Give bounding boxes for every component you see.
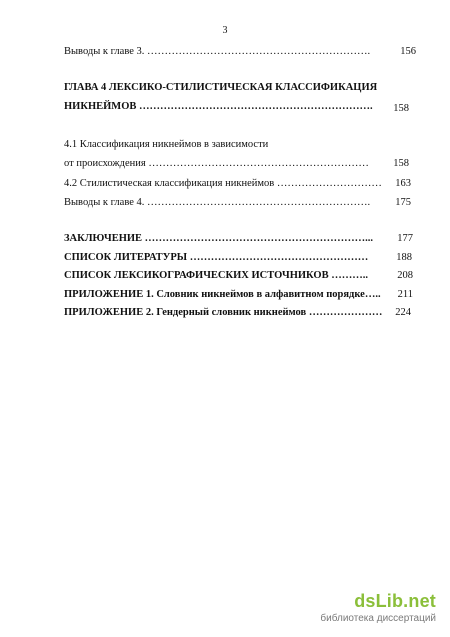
toc-entry-references: СПИСОК ЛИТЕРАТУРЫ …………………………………………… xyxy=(64,252,369,263)
toc-page-number: 188 xyxy=(396,252,412,263)
toc-entry-conclusion: ЗАКЛЮЧЕНИЕ ………………………………………………………... xyxy=(64,233,374,244)
toc-page-number: 158 xyxy=(393,103,409,114)
toc-entry-appendix-1: ПРИЛОЖЕНИЕ 1. Словник никнеймов в алфавитном порядке….. xyxy=(64,289,381,300)
toc-page-number: 158 xyxy=(393,158,409,169)
toc-entry-chapter4-title: ГЛАВА 4 ЛЕКСИКО-СТИЛИСТИЧЕСКАЯ КЛАССИФИКАЦИЯ xyxy=(64,82,378,93)
toc-entry-section-4-2: 4.2 Стилистическая классификация никнеймов ………………………… xyxy=(64,178,382,189)
toc-page-number: 175 xyxy=(395,197,411,208)
toc-entry-conclusions-ch3: Выводы к главе 3. ………………………………………………………. xyxy=(64,46,371,57)
page-number: 3 xyxy=(222,25,228,36)
toc-page-number: 208 xyxy=(397,270,413,281)
toc-entry-conclusions-ch4: Выводы к главе 4. ………………………………………………………. xyxy=(64,197,371,208)
toc-page-number: 156 xyxy=(400,46,416,57)
toc-entry-section-4-1-cont: от происхождения ……………………………………………………… xyxy=(64,158,369,169)
toc-entry-appendix-2: ПРИЛОЖЕНИЕ 2. Гендерный словник никнеймов ………………… xyxy=(64,307,383,318)
toc-entry-lexicographic-sources: СПИСОК ЛЕКСИКОГРАФИЧЕСКИХ ИСТОЧНИКОВ ……….. xyxy=(64,270,368,281)
toc-entry-chapter4-title-cont: НИКНЕЙМОВ …………………………………………………………. xyxy=(64,101,373,112)
watermark-logo: dsLib.net xyxy=(354,591,436,611)
watermark-tagline: библиотека диссертаций xyxy=(320,613,436,624)
toc-page-number: 224 xyxy=(395,307,411,318)
toc-page-number: 177 xyxy=(397,233,413,244)
toc-entry-section-4-1: 4.1 Классификация никнеймов в зависимости xyxy=(64,139,269,150)
toc-page-number: 163 xyxy=(395,178,411,189)
watermark xyxy=(320,591,436,627)
toc-page-number: 211 xyxy=(397,289,413,300)
